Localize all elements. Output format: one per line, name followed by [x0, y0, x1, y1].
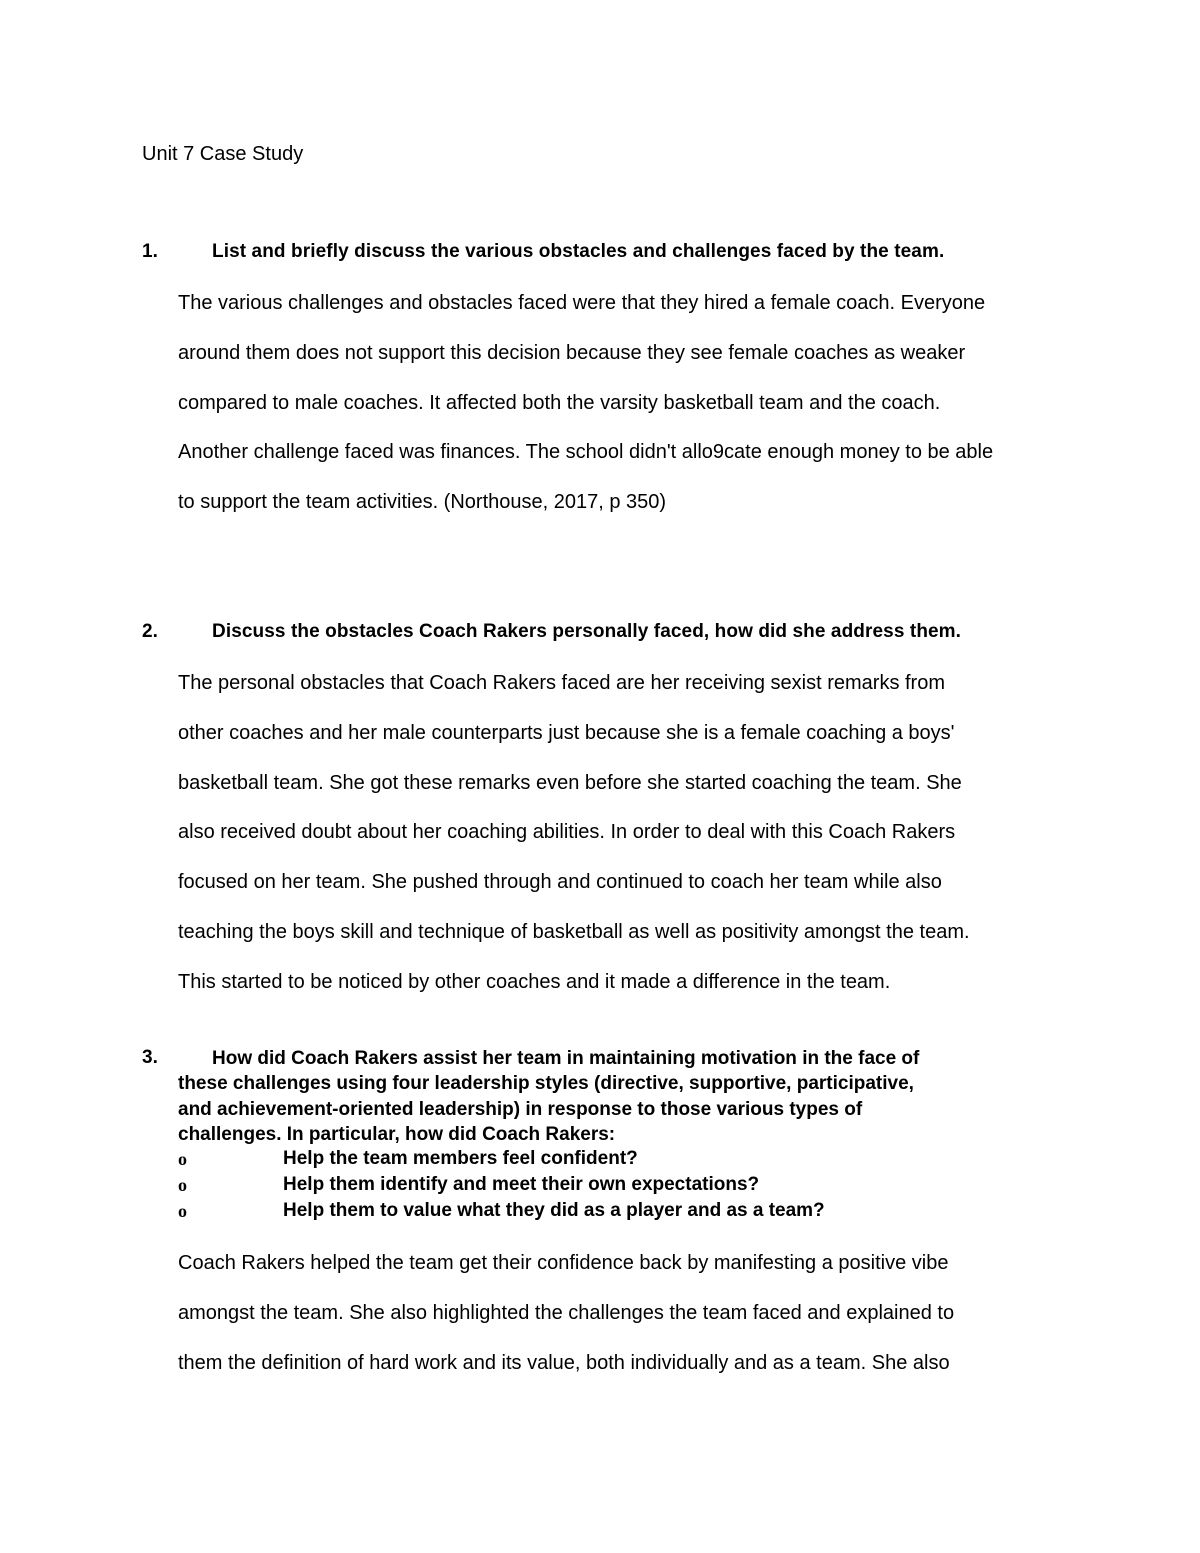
- question-2-number: 2.: [142, 621, 158, 642]
- question-3-prompt-line: How did Coach Rakers assist her team in maintaining motivation in the face of: [212, 1048, 920, 1069]
- bullet-marker-icon: o: [178, 1149, 187, 1169]
- answer-line: around them does not support this decision because they see female coaches as weaker: [178, 341, 966, 364]
- question-3-prompt-line: challenges. In particular, how did Coach Rakers:: [178, 1124, 616, 1145]
- bullet-text: Help them identify and meet their own expectations?: [283, 1174, 760, 1195]
- bullet-item: [178, 1146, 1078, 1172]
- question-2-prompt: Discuss the obstacles Coach Rakers personally faced, how did she address them.: [212, 621, 962, 642]
- answer-line: other coaches and her male counterparts just because she is a female coaching a boys': [178, 721, 955, 744]
- question-2-answer: [178, 670, 1078, 1019]
- document-title: Unit 7 Case Study: [142, 143, 304, 165]
- question-1-prompt: List and briefly discuss the various obstacles and challenges faced by the team.: [212, 241, 945, 262]
- answer-line: compared to male coaches. It affected both the varsity basketball team and the coach.: [178, 391, 941, 414]
- bullet-text: Help the team members feel confident?: [283, 1148, 638, 1169]
- question-3-prompt-line: and achievement-oriented leadership) in response to those various types of: [178, 1098, 863, 1120]
- bullet-marker-icon: o: [178, 1175, 187, 1195]
- question-1-answer: [178, 290, 1078, 539]
- answer-line: teaching the boys skill and technique of basketball as well as positivity amongst the team.: [178, 920, 970, 943]
- answer-line: focused on her team. She pushed through and continued to coach her team while also: [178, 871, 942, 894]
- answer-line: them the definition of hard work and its value, both individually and as a team. She also: [178, 1351, 950, 1374]
- bullet-text: Help them to value what they did as a player and as a team?: [283, 1200, 825, 1221]
- question-3-prompt-line: these challenges using four leadership styles (directive, supportive, participative,: [178, 1073, 914, 1094]
- question-1-number: 1.: [142, 241, 158, 262]
- bullet-marker-icon: o: [178, 1201, 187, 1221]
- answer-line: also received doubt about her coaching abilities. In order to deal with this Coach Rakers: [178, 821, 956, 844]
- bullet-item: [178, 1198, 1078, 1224]
- question-3-answer: [178, 1250, 1078, 1399]
- question-3-prompt: [178, 1071, 1078, 1148]
- answer-line: Another challenge faced was finances. The school didn't allo9cate enough money to be able: [178, 441, 994, 464]
- question-3-number: 3.: [142, 1047, 158, 1068]
- answer-line: amongst the team. She also highlighted the challenges the team faced and explained to: [178, 1301, 955, 1324]
- answer-line: This started to be noticed by other coaches and it made a difference in the team.: [178, 970, 891, 993]
- answer-line: basketball team. She got these remarks even before she started coaching the team. She: [178, 771, 962, 794]
- answer-line: Coach Rakers helped the team get their confidence back by manifesting a positive vibe: [178, 1252, 949, 1274]
- answer-line: to support the team activities. (Northouse, 2017, p 350): [178, 491, 667, 514]
- answer-line: The various challenges and obstacles faced were that they hired a female coach. Everyone: [178, 292, 986, 314]
- bullet-item: [178, 1172, 1078, 1198]
- answer-line: The personal obstacles that Coach Rakers faced are her receiving sexist remarks from: [178, 672, 946, 694]
